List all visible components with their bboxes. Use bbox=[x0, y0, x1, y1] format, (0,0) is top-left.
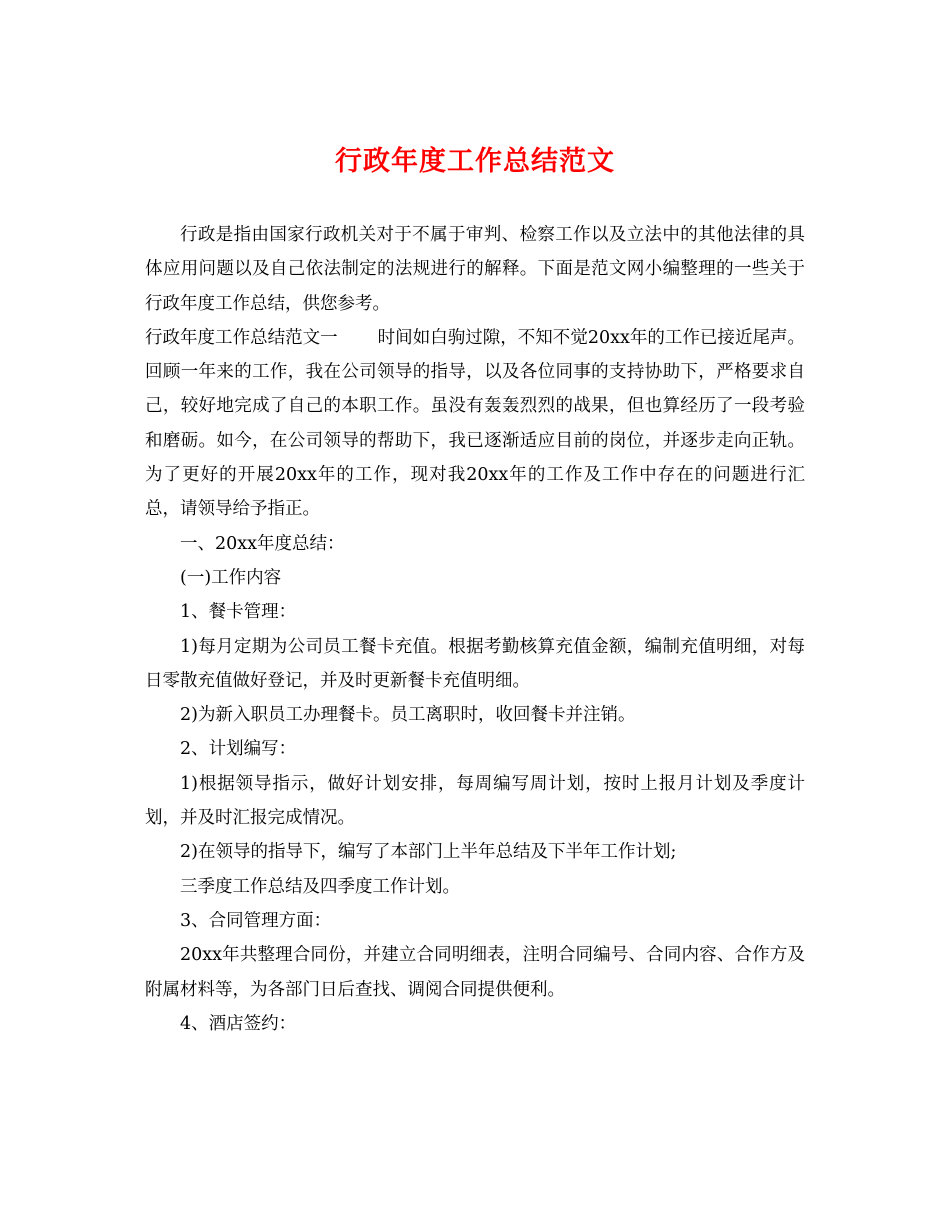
heading-annual-summary: 一、20xx年度总结： bbox=[180, 533, 345, 554]
heading-contract: 3、合同管理方面： bbox=[180, 910, 332, 931]
document-title: 行政年度工作总结范文 bbox=[335, 146, 615, 177]
paragraph-plan-3: 三季度工作总结及四季度工作计划。 bbox=[180, 876, 460, 897]
document-body bbox=[145, 218, 805, 1041]
paragraph-plan-2: 2)在领导的指导下，编写了本部门上半年总结及下半年工作计划; bbox=[180, 842, 677, 863]
heading-hotel: 4、酒店签约： bbox=[180, 1013, 297, 1034]
heading-meal-card: 1、餐卡管理： bbox=[180, 602, 297, 623]
paragraph-contract: 20xx年共整理合同份，并建立合同明细表，注明合同编号、合同内容、合作方及附属材料等，为各部门日后查找、调阅合同提供便利。 bbox=[145, 945, 805, 1000]
section-label: 行政年度工作总结范文一 bbox=[145, 327, 338, 348]
paragraph-meal-card-2: 2)为新入职员工办理餐卡。员工离职时，收回餐卡并注销。 bbox=[180, 705, 636, 726]
section-paragraph bbox=[145, 321, 805, 527]
paragraph-meal-card-1: 1)每月定期为公司员工餐卡充值。根据考勤核算充值金额，编制充值明细，对每日零散充值做好登记，并及时更新餐卡充值明细。 bbox=[145, 636, 805, 691]
intro-paragraph: 行政是指由国家行政机关对于不属于审判、检察工作以及立法中的其他法律的具体应用问题以及自己依法制定的法规进行的解释。下面是范文网小编整理的一些关于行政年度工作总结，供您参考。 bbox=[145, 225, 805, 314]
heading-work-content: (一)工作内容 bbox=[180, 567, 282, 588]
paragraph-plan-1: 1)根据领导指示，做好计划安排，每周编写周计划，按时上报月计划及季度计划，并及时汇报完成情况。 bbox=[145, 773, 805, 829]
section-text: 时间如白驹过隙，不知不觉20xx年的工作已接近尾声。回顾一年来的工作，我在公司领导的指导，以及各位同事的支持协助下，严格要求自己，较好地完成了自己的本职工作。虽没有轰轰烈烈的战果，但也算经历了一段考验和磨砺。如今，在公司领导的帮助下，我已逐渐适应目前的岗位，并逐步走向正轨。为了更好的开展20xx年的工作，现对我20xx年的工作及工作中存在的问题进行汇总，请领导给予指正。 bbox=[145, 327, 805, 520]
heading-plan-writing: 2、计划编写： bbox=[180, 739, 297, 760]
